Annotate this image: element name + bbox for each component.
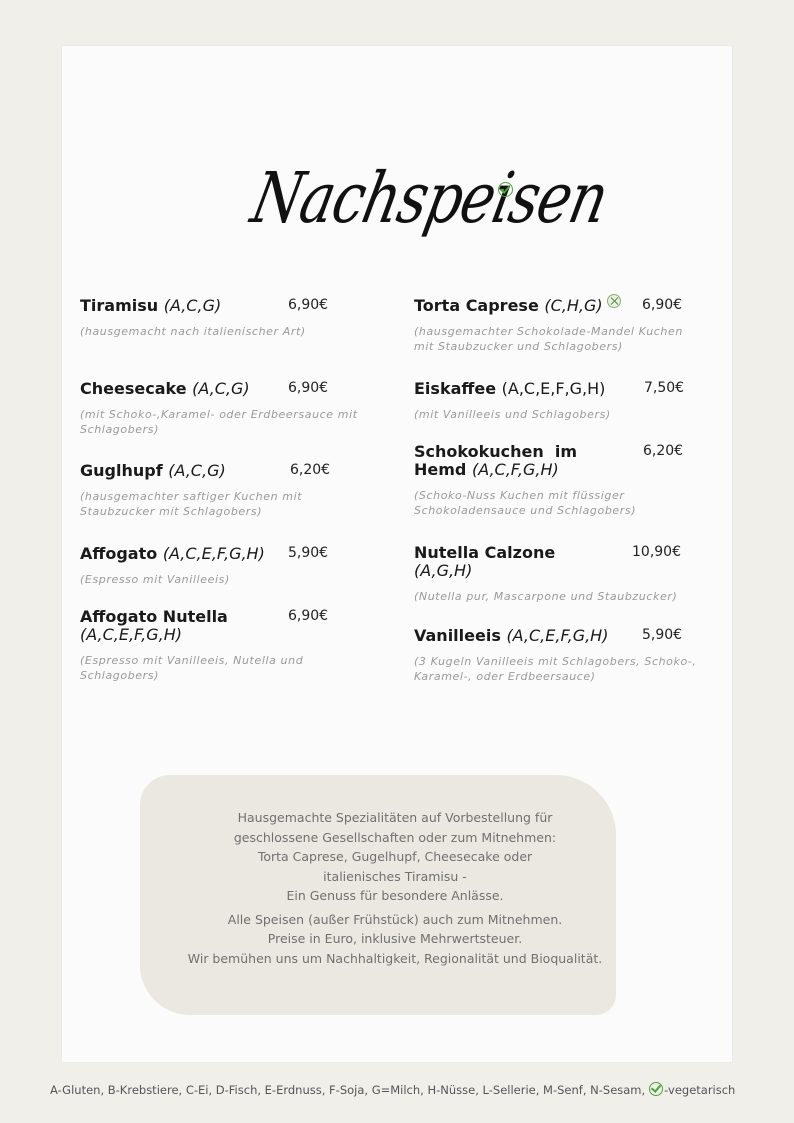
item-allergens: (A,G,H)	[414, 561, 473, 580]
item-price: 6,20€	[643, 443, 684, 459]
item-price: 6,20€	[290, 462, 331, 478]
item-name-2: Hemd	[414, 460, 467, 479]
info-text	[150, 808, 640, 968]
item-name: Schokokuchen im	[414, 442, 578, 461]
vegetarian-check-icon	[649, 1082, 663, 1096]
item-price: 6,90€	[288, 608, 329, 624]
item-name: Affogato	[80, 544, 158, 563]
item-allergens: (C,H,G)	[544, 296, 603, 315]
item-allergens: (A,C,E,F,G,H)	[162, 544, 265, 563]
item-price: 6,90€	[288, 380, 329, 396]
menu-item-cheesecake	[80, 380, 390, 437]
item-description-2: Schokoladensauce und Schlagobers)	[414, 504, 637, 517]
item-price: 5,90€	[288, 545, 329, 561]
menu-item-tiramisu	[80, 297, 380, 339]
item-name: Guglhupf	[80, 461, 163, 480]
item-description-2: mit Staubzucker und Schlagobers)	[414, 340, 623, 353]
item-allergens: (A,C,F,G,H)	[471, 460, 559, 479]
menu-item-affogato	[80, 545, 380, 587]
item-price: 5,90€	[642, 627, 683, 643]
info-line: geschlossene Gesellschaften oder zum Mitnehmen:	[233, 829, 557, 845]
menu-item-guglhupf	[80, 462, 380, 519]
vegetarian-label: -vegetarisch	[664, 1083, 736, 1097]
item-description: (mit Schoko-,Karamel- oder Erdbeersauce mit	[80, 408, 358, 421]
info-line: italienisches Tiramisu -	[323, 868, 467, 884]
item-description: (Nutella pur, Mascarpone und Staubzucker)	[414, 590, 678, 603]
item-allergens: (A,C,G)	[168, 461, 226, 480]
item-price: 7,50€	[644, 380, 685, 396]
item-description: (mit Vanilleeis und Schlagobers)	[414, 408, 611, 421]
info-line: Hausgemachte Spezialitäten auf Vorbestellung für	[237, 810, 553, 825]
menu-item-torta-caprese	[414, 297, 724, 354]
item-description: (Espresso mit Vanilleeis)	[80, 573, 230, 586]
item-name: Cheesecake	[80, 379, 187, 398]
item-description-2: Karamel-, oder Erdbeersauce)	[414, 670, 596, 683]
item-name: Nutella Calzone	[414, 543, 556, 562]
item-description-2: Schlagobers)	[80, 669, 160, 682]
title-text: Nachspeisen	[244, 158, 615, 240]
item-allergens: (A,C,G)	[192, 379, 250, 398]
item-price: 6,90€	[288, 297, 329, 313]
item-name: Affogato Nutella	[80, 607, 228, 626]
item-description: (hausgemacht nach italienischer Art)	[80, 325, 306, 338]
menu-title	[244, 150, 615, 250]
info-line: Wir bemühen uns um Nachhaltigkeit, Regionalität und Bioqualität.	[187, 950, 603, 966]
info-line: Preise in Euro, inklusive Mehrwertsteuer.	[267, 931, 523, 946]
menu-item-schokokuchen	[414, 443, 724, 518]
vegetarian-check-icon	[498, 182, 513, 197]
menu-item-vanilleeis	[414, 627, 724, 684]
item-description: (Schoko-Nuss Kuchen mit flüssiger	[414, 489, 625, 502]
item-allergens: (A,C,E,F,G,H)	[501, 379, 606, 398]
item-description-2: Schlagobers)	[80, 423, 160, 436]
item-description: (hausgemachter saftiger Kuchen mit	[80, 490, 303, 503]
item-description: (Espresso mit Vanilleeis, Nutella und	[80, 654, 304, 667]
item-name: Torta Caprese	[414, 296, 539, 315]
menu-item-nutella-calzone	[414, 544, 724, 604]
info-line: Torta Caprese, Gugelhupf, Cheesecake oder	[257, 849, 533, 864]
item-description-2: Staubzucker mit Schlagobers)	[80, 505, 263, 518]
menu-item-eiskaffee	[414, 380, 724, 422]
info-line: Alle Speisen (außer Frühstück) auch zum Mitnehmen.	[227, 911, 563, 927]
item-price: 10,90€	[632, 544, 681, 560]
menu-item-affogato-nutella	[80, 608, 380, 683]
gluten-free-icon	[607, 294, 621, 308]
item-allergens: (A,C,E,F,G,H)	[80, 625, 183, 644]
item-allergens: (A,C,E,F,G,H)	[506, 626, 609, 645]
item-name: Eiskaffee	[414, 379, 497, 398]
item-name: Vanilleeis	[414, 626, 501, 645]
allergen-legend	[50, 1080, 770, 1097]
item-price: 6,90€	[642, 297, 683, 313]
item-description: (3 Kugeln Vanilleeis mit Schlagobers, Schoko-,	[414, 655, 697, 668]
item-allergens: (A,C,G)	[163, 296, 222, 315]
allergen-list: A-Gluten, B-Krebstiere, C-Ei, D-Fisch, E-Erdnuss, F-Soja, G=Milch, H-Nüsse, L-Sellerie, M-Senf, N-Sesam,	[50, 1083, 646, 1097]
item-description: (hausgemachter Schokolade-Mandel Kuchen	[414, 325, 683, 338]
info-line: Ein Genuss für besondere Anlässe.	[286, 888, 504, 903]
item-name: Tiramisu	[80, 296, 159, 315]
